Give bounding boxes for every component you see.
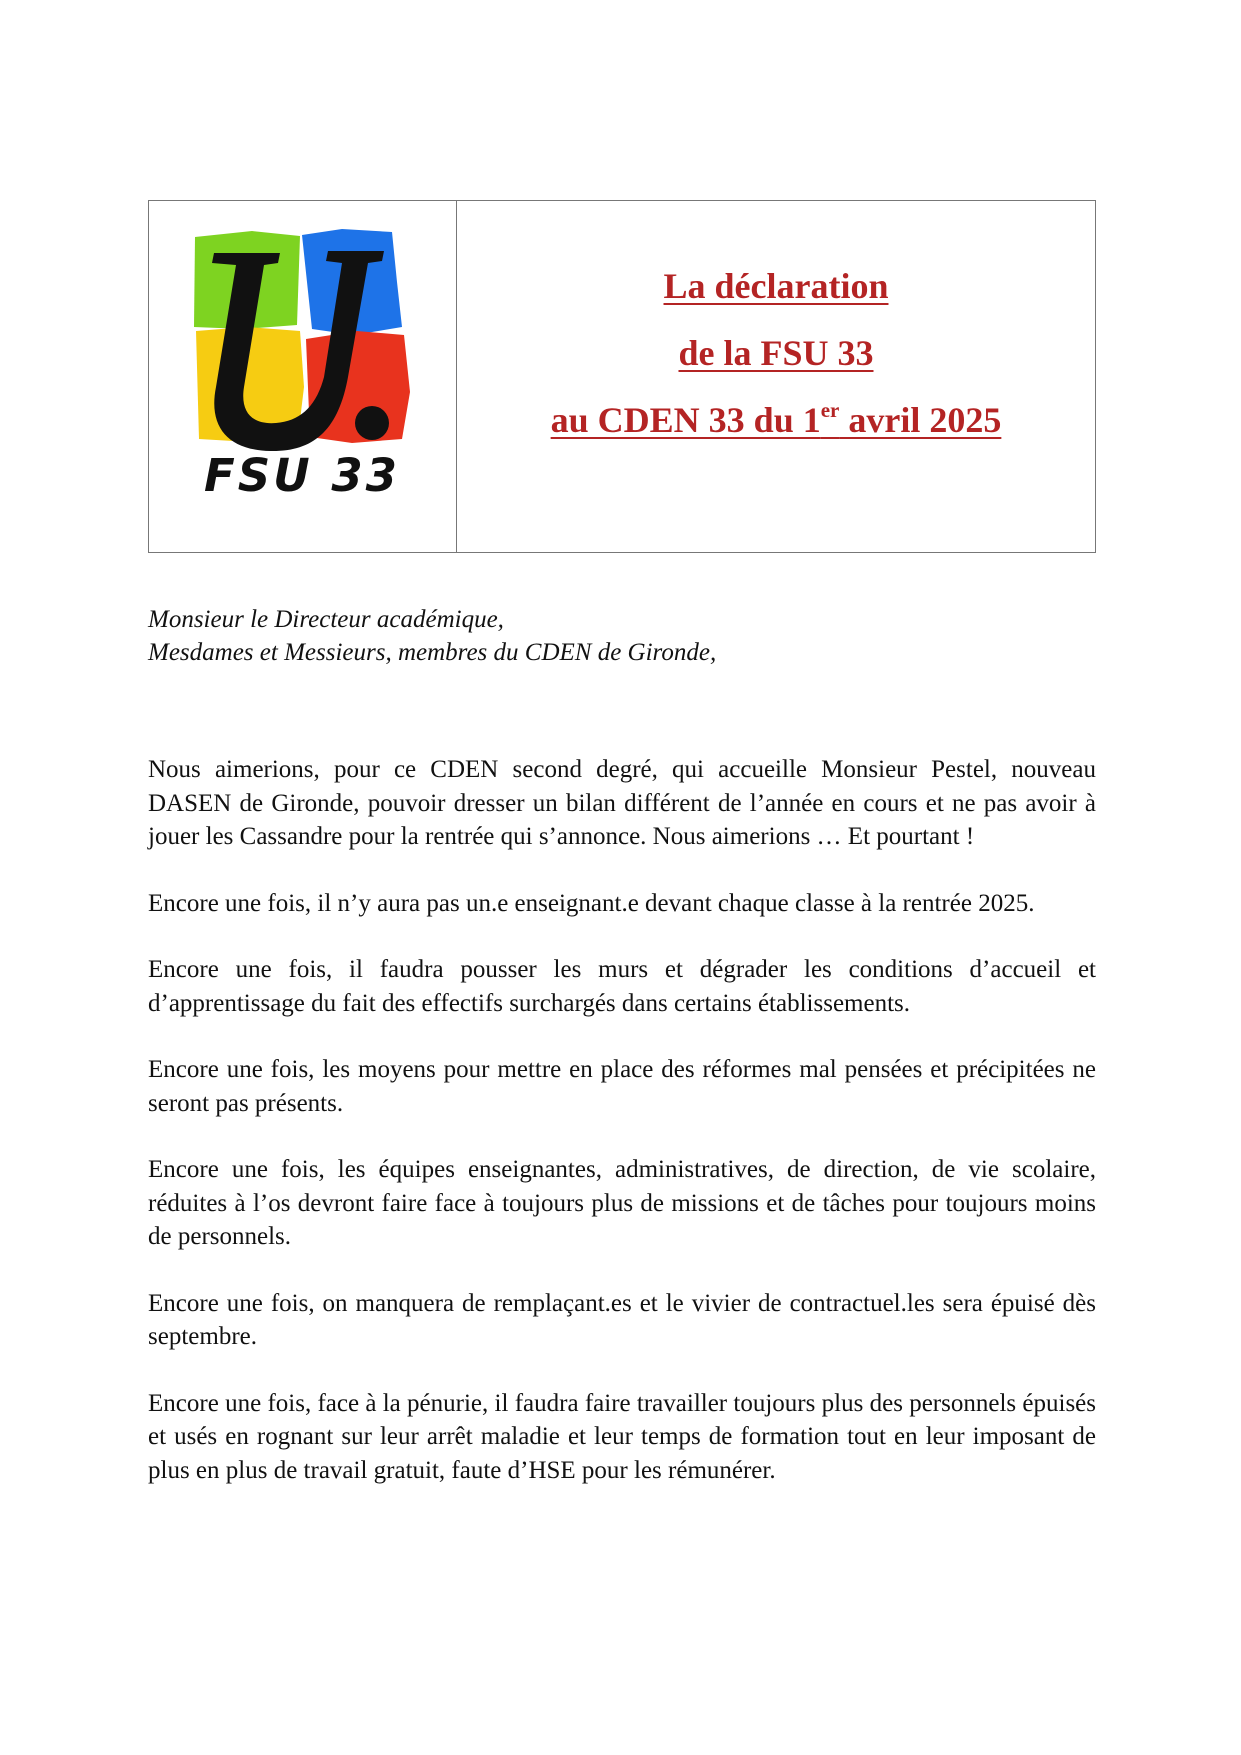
paragraph: Encore une fois, on manquera de remplaçant.es et le vivier de contractuel.les sera épuisé dès septembre. [148,1289,1096,1350]
salutation-line-1: Monsieur le Directeur académique, [148,606,504,633]
title-line-3-start: au CDEN 33 du 1 [550,400,821,440]
salutation-line-2: Mesdames et Messieurs, membres du CDEN de Gironde, [148,639,717,666]
salutation [148,603,1096,669]
paragraph: Encore une fois, il faudra pousser les murs et dégrader les conditions d’accueil et d’apprentissage du fait des effectifs surchargés dans certains établissements. [148,956,1096,1017]
paragraph: Encore une fois, face à la pénurie, il faudra faire travailler toujours plus des personnels épuisés et usés en rognant sur leur arrêt maladie et leur temps de formation tout en leur imposant de plus en plus de travail gratuit, faute d’HSE pour les rémunérer. [148,1389,1096,1484]
title-line-3-end: avril 2025 [839,400,1002,440]
logo-text: FSU 33 [204,449,400,497]
title-line-3 [551,387,1002,454]
fsu-logo [192,227,417,497]
paragraph: Nous aimerions, pour ce CDEN second degré, qui accueille Monsieur Pestel, nouveau DASEN de Gironde, pouvoir dresser un bilan différent de l’année en cours et ne pas avoir à jouer les Cassandre pour la rentrée qui s’annonce. Nous aimerions … Et pourtant ! [148,756,1096,850]
body-text [148,753,1096,1520]
paragraph: Encore une fois, il n’y aura pas un.e enseignant.e devant chaque classe à la rentrée 2025. [148,889,1035,917]
title-cell [457,201,1095,552]
logo-dot [355,406,389,440]
title-line-2: de la FSU 33 [678,333,874,373]
title-line-1: La déclaration [663,266,889,306]
paragraph: Encore une fois, les équipes enseignantes, administratives, de direction, de vie scolaire, réduites à l’os devront faire face à toujours plus de missions et de tâches pour toujours moins de personnels. [148,1156,1096,1250]
logo-cell [149,201,457,552]
title-line-3-superscript: er [820,398,840,422]
header-table [148,200,1096,553]
paragraph: Encore une fois, les moyens pour mettre en place des réformes mal pensées et précipitées ne seront pas présents. [148,1056,1096,1117]
